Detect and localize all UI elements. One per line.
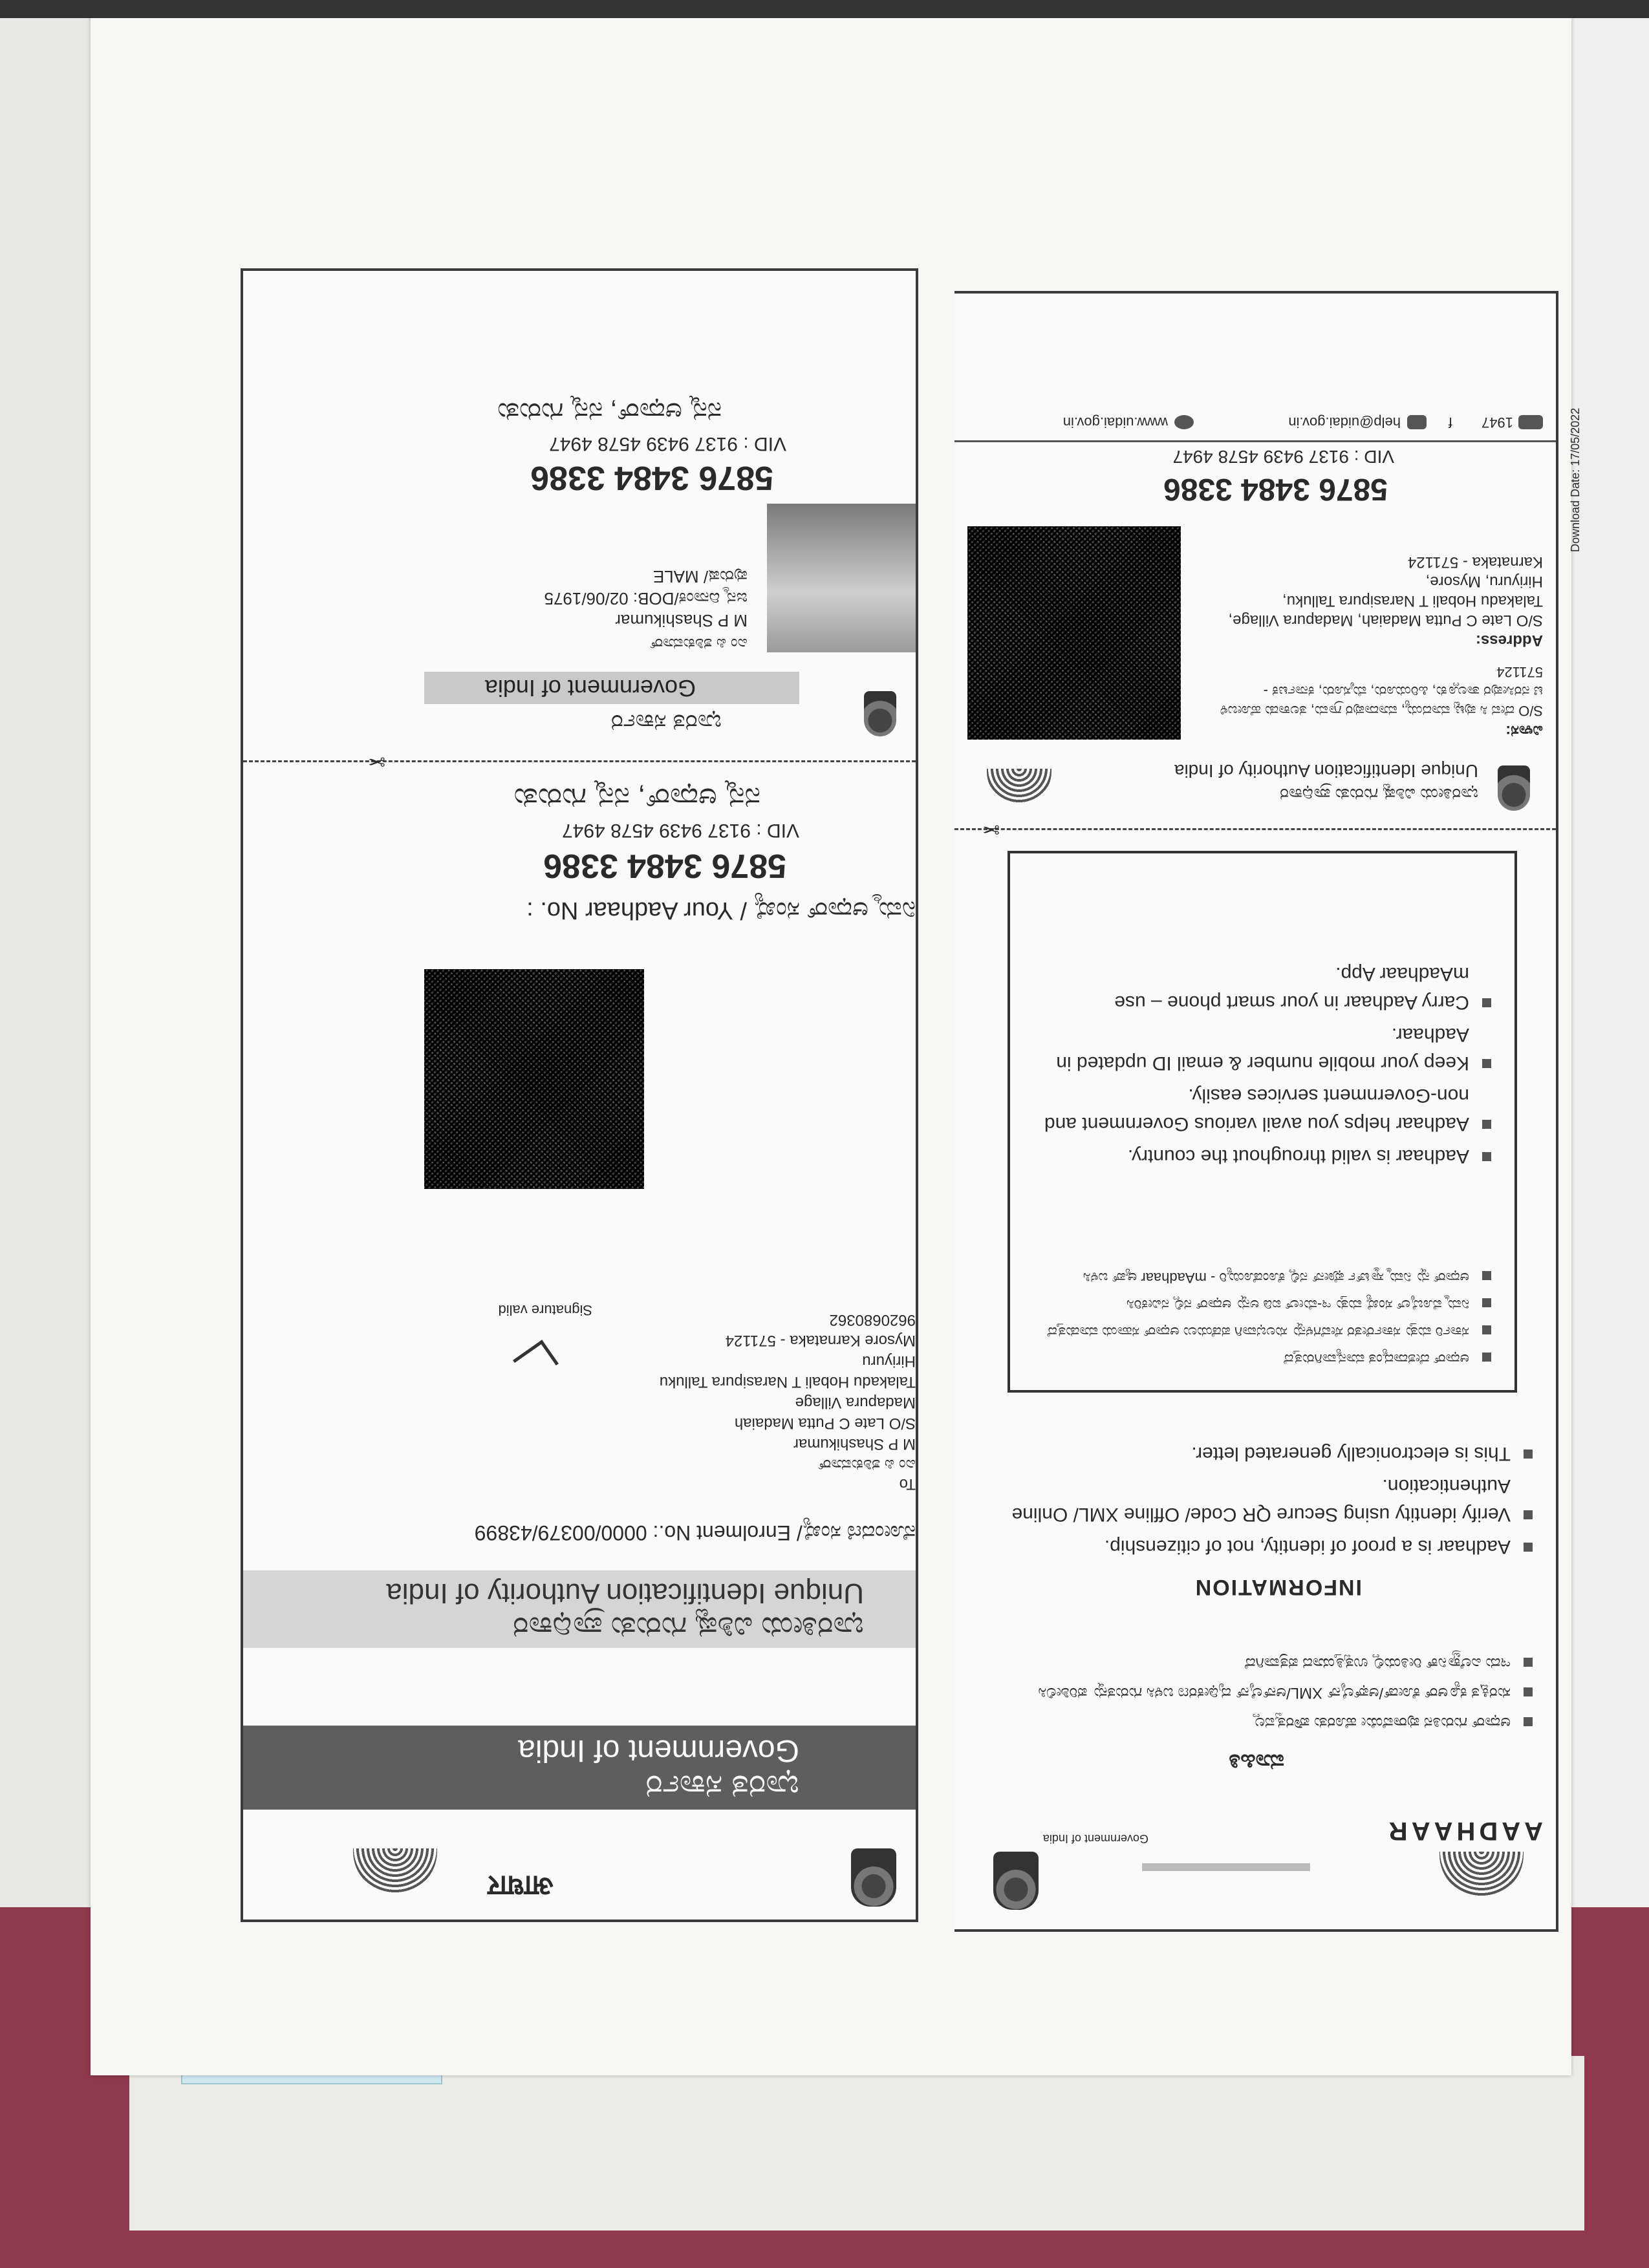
gov-bar <box>243 1726 916 1810</box>
aadhaar-number: 5876 3484 3386 <box>543 847 786 884</box>
address-line: Hiriyuru, Mysore, <box>1425 573 1543 590</box>
uidai-bar <box>243 1570 916 1648</box>
list-item <box>980 1471 1536 1528</box>
list-item-text: ಸುರಕ್ಷಿತ ಕ್ಯೂಆರ್ ಕೋಡ್/ಆಫ್‌ಲೈನ್ XML/ಆನ್‌ಲೈನ್ ದೃಢೀಕರಣ ಬಳಸಿ ಗುರುತನ್ನು ಪರಿಶೀಲಿಸಿ <box>1038 1684 1511 1702</box>
bullet-icon <box>1482 1325 1491 1334</box>
list-item-text: Keep your mobile number & email ID updated in Aadhaar. <box>1056 1024 1469 1074</box>
bullet-icon <box>1524 1717 1533 1726</box>
back-number: 5876 3484 3386 <box>1163 472 1388 506</box>
vid: VID : 9137 9439 4578 4947 <box>562 820 799 841</box>
card2-cut-line <box>954 828 1556 830</box>
tips-box <box>1008 851 1517 1393</box>
cut-line <box>243 760 916 762</box>
card-vid: VID : 9137 9439 4578 4947 <box>549 433 786 455</box>
card-gov-bar <box>424 672 799 704</box>
address-label: Address: <box>1475 632 1543 649</box>
address-line: S/O Late C Putta Madaiah, Madapura Village, <box>1228 612 1543 629</box>
kannada-heading: ಮಾಹಿತಿ <box>1229 1749 1284 1774</box>
footer-phone: 1947 <box>1482 414 1513 431</box>
bullet-icon <box>1482 1152 1491 1161</box>
footer-web: www.uidai.gov.in <box>1062 414 1168 431</box>
list-item <box>1029 1020 1495 1077</box>
bullet-icon <box>1482 1120 1491 1129</box>
uidai-kannada: ಭಾರತೀಯ ವಿಶಿಷ್ಟ ಗುರುತು ಪ್ರಾಧಿಕಾರ <box>513 1611 864 1645</box>
list-item-text: Aadhaar is valid throughout the country. <box>1127 1146 1469 1167</box>
aadhaar-printable-card <box>954 291 1582 1932</box>
to-label: To <box>899 1475 916 1493</box>
bullet-icon <box>1482 998 1491 1007</box>
bullet-icon <box>1524 1658 1533 1667</box>
address-kannada: S/O ದೇವ ಸಿ ಪುಟ್ಟ ಮಾದಯ್ಯ, ಮಾದಾಪುರ ಗ್ರಾಮ, ತಲಕಾಡು ಹೋಬಳಿ ಟಿ ನರಸೀಪುರ ತಾಲ್ಲೂಕು, ಹಿರಿಯೂರು, ಮೈಸೂರು, ಕರ್ನಾಟಕ - 571124 <box>1220 664 1543 719</box>
list-item-text: ಆಧಾರ್ ಗುರುತಿನ ಪುರಾವೆಯೇ ಹೊರತು ಪೌರತ್ವವಲ್ಲ <box>1253 1714 1511 1731</box>
card-number: 5876 3484 3386 <box>530 459 773 497</box>
card2-aadhaar-logo-icon <box>1439 1852 1524 1897</box>
bullet-icon <box>1482 1271 1491 1280</box>
card2-scissors-icon: ✂ <box>982 818 1000 841</box>
list-item <box>980 1650 1536 1676</box>
tagline-kannada: ನನ್ನ ಆಧಾರ್, ನನ್ನ ಗುರುತು <box>513 782 760 814</box>
footer-divider <box>954 440 1556 442</box>
bullet-icon <box>1482 1353 1491 1362</box>
address-line: 9620680362 <box>829 1311 916 1329</box>
tips-kannada-list <box>1029 1262 1495 1371</box>
aadhaar-logo-text: AADHAAR <box>1385 1817 1543 1845</box>
list-item-text: ಸರ್ಕಾರಿ ಮತ್ತು ಸರ್ಕಾರೇತರ ಸೇವೆಗಳನ್ನು ಸುಲಭವಾಗಿ ಪಡೆಯಲು ಆಧಾರ್ ಸಹಾಯ ಮಾಡುತ್ತದೆ <box>1047 1324 1469 1340</box>
list-item-text: Carry Aadhaar in your smart phone – use mAadhaar App. <box>1114 963 1469 1013</box>
card-photo <box>767 504 916 652</box>
info-heading: INFORMATION <box>1194 1575 1362 1599</box>
card-name: M P Shashikumar <box>615 611 748 630</box>
signature-valid: Signature valid <box>498 1302 592 1318</box>
card-dob: ಜನ್ಮ ದಿನಾಂಕ/DOB: 02/06/1975 <box>544 589 748 608</box>
list-item-text: This is electronically generated letter. <box>1191 1443 1511 1464</box>
gov-english: Government of India <box>518 1733 799 1768</box>
back-vid: VID : 9137 9439 4578 4947 <box>1172 447 1394 467</box>
emblem-icon <box>851 1848 896 1907</box>
address-line: Talakadu Hobali T Narasipura Talluku, <box>1282 592 1543 610</box>
card-emblem-icon <box>864 691 896 736</box>
list-item <box>980 1532 1536 1561</box>
card-tagline: ನನ್ನ ಆಧಾರ್, ನನ್ನ ಗುರುತು <box>497 398 722 426</box>
back-uidai-kannada: ಭಾರತೀಯ ವಿಶಿಷ್ಟ ಗುರುತು ಪ್ರಾಧಿಕಾರ <box>1280 785 1478 804</box>
back-aadhaar-logo-icon <box>987 769 1051 804</box>
your-aadhaar-label: ನಿಮ್ಮ ಆಧಾರ್ ಸಂಖ್ಯೆ / Your Aadhaar No. : <box>526 897 916 924</box>
list-item <box>1029 1320 1495 1343</box>
globe-icon <box>1174 415 1194 429</box>
email-icon <box>1407 415 1427 429</box>
list-item <box>1029 1266 1495 1289</box>
bullet-icon <box>1482 1059 1491 1068</box>
bullet-icon <box>1524 1510 1533 1519</box>
list-item-text: ಆಧಾರ್ ನ್ನು ನಿಮ್ಮ ಸ್ಮಾರ್ಟ್ ಫೋನ್ ನಲ್ಲಿ ಕೊಂಡೊಯ್ಯಿರಿ - mAadhaar ಆ್ಯಪ್ ಬಳಸಿ <box>1083 1270 1469 1286</box>
list-item <box>980 1680 1536 1706</box>
address-line: Talakadu Hobali T Narasipura Talluku <box>659 1373 916 1391</box>
list-item <box>1029 1293 1495 1316</box>
footer-email: help@uidai.gov.in <box>1288 414 1401 431</box>
list-item-text: ಇದು ಎಲೆಕ್ಟ್ರಾನಿಕ್ ರೀತಿಯಲ್ಲಿ ಉತ್ಪತ್ತಿಯಾದ ಪತ್ರವಾಗಿದೆ <box>1245 1654 1511 1672</box>
list-item-text: Verify identity using Secure QR Code/ Offline XML/ Online Authentication. <box>1011 1475 1511 1525</box>
download-date: Download Date: 17/05/2022 <box>1569 407 1582 552</box>
address-line: Madapura Village <box>795 1394 916 1411</box>
card2-gov-label: Government of India <box>1042 1832 1148 1845</box>
list-item <box>980 1709 1536 1735</box>
address-line: M P Shashikumar <box>793 1435 916 1453</box>
address-line: Karnataka - 571124 <box>1407 553 1543 571</box>
tips-list <box>1029 956 1495 1170</box>
scan-edge-band <box>0 0 1649 18</box>
recipient-address <box>528 1309 916 1454</box>
address-kannada-label: ವಿಳಾಸ: <box>1505 722 1543 740</box>
back-address <box>1207 552 1543 630</box>
card-gender: ಪುರುಷ/ MALE <box>652 567 748 586</box>
enrolment-number: ನೋಂದಣಿ ಸಂಖ್ಯೆ/ Enrolment No.: 0000/00379/43899 <box>474 1521 916 1545</box>
info-list <box>980 1435 1536 1561</box>
list-item <box>1029 959 1495 1016</box>
divider <box>1142 1863 1310 1871</box>
bullet-icon <box>1482 1298 1491 1307</box>
qr-code <box>424 969 644 1189</box>
address-line: Mysore Karnataka - 571124 <box>725 1332 916 1349</box>
list-item <box>1029 1142 1495 1170</box>
list-item <box>1029 1347 1495 1371</box>
phone-icon <box>1518 415 1543 429</box>
facebook-icon: f <box>1448 414 1452 431</box>
list-item-text: Aadhaar helps you avail various Government and non-Government services easily. <box>1044 1085 1469 1135</box>
gov-kannada: ಭಾರತ ಸರ್ಕಾರ <box>645 1769 799 1805</box>
card-name-kannada: ಎಂ ಪಿ ಶಶಿಕುಮಾರ್ <box>649 635 748 652</box>
list-item-text: ಆಧಾರ್ ದೇಶದಾದ್ಯಂತ ಮಾನ್ಯವಾಗಿರುತ್ತದೆ <box>1284 1351 1469 1367</box>
list-item <box>1029 1081 1495 1138</box>
card2-emblem-icon <box>993 1852 1039 1910</box>
address-line: S/O Late C Putta Madaiah <box>734 1415 916 1432</box>
list-item <box>980 1439 1536 1468</box>
bullet-icon <box>1524 1543 1533 1552</box>
address-line: Hiriyuru <box>862 1353 916 1370</box>
aadhaar-letter <box>241 268 918 1922</box>
bullet-icon <box>1524 1450 1533 1459</box>
back-qr-code <box>967 526 1181 740</box>
card-gov-kannada: ಭಾರತ ಸರ್ಕಾರ <box>610 710 722 736</box>
list-item-text: Aadhaar is a proof of identity, not of citizenship. <box>1104 1536 1511 1557</box>
list-item-text: ನಿಮ್ಮ ಮೊಬೈಲ್ ಸಂಖ್ಯೆ ಮತ್ತು ಇ-ಮೇಲ್ ಐಡಿ ಅನ್ನು ಆಧಾರ್ ನಲ್ಲಿ ನವೀಕರಿಸಿ <box>1126 1297 1469 1313</box>
back-uidai: Unique Identification Authority of India <box>1174 761 1478 781</box>
scissors-icon: ✂ <box>368 750 385 773</box>
aadhaar-logo-icon <box>353 1848 437 1894</box>
bullet-icon <box>1524 1687 1533 1696</box>
card-gov-english: Government of India <box>484 675 696 701</box>
kannada-info-list <box>980 1646 1536 1735</box>
uidai-english: Unique Identification Authority of India <box>386 1578 864 1609</box>
name-kannada: ಎಂ ಪಿ ಶಶಿಕುಮಾರ್ <box>817 1456 916 1473</box>
back-emblem-icon <box>1498 765 1530 811</box>
aadhaar-hindi: आधार <box>488 1870 554 1901</box>
